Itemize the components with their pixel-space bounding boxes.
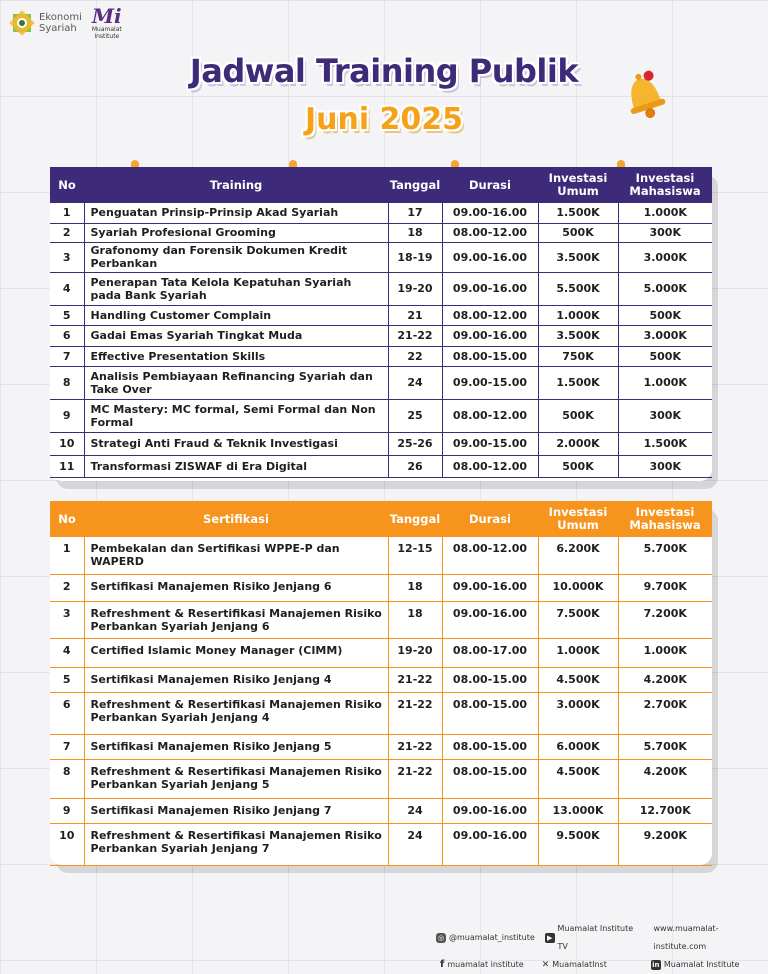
cell-investasi-umum: 1.500K xyxy=(538,203,618,223)
cell-tanggal: 24 xyxy=(388,823,442,865)
cell-no: 1 xyxy=(50,203,84,223)
cell-durasi: 09.00-16.00 xyxy=(442,574,538,601)
cell-title: Handling Customer Complain xyxy=(84,305,388,325)
table-row xyxy=(50,798,712,823)
col-header-investasi-umum: Investasi Umum xyxy=(538,501,618,537)
cell-title: MC Mastery: MC formal, Semi Formal dan Non Formal xyxy=(84,399,388,432)
cell-no: 11 xyxy=(50,455,84,477)
cell-durasi: 08.00-12.00 xyxy=(442,537,538,574)
cell-investasi-mahasiswa: 12.700K xyxy=(618,798,712,823)
cell-title: Sertifikasi Manajemen Risiko Jenjang 6 xyxy=(84,574,388,601)
facebook-icon: f xyxy=(440,956,444,974)
cell-no: 3 xyxy=(50,242,84,272)
cell-no: 8 xyxy=(50,759,84,798)
cell-no: 10 xyxy=(50,823,84,865)
cell-title: Refreshment & Resertifikasi Manajemen Risiko Perbankan Syariah Jenjang 5 xyxy=(84,759,388,798)
cell-no: 2 xyxy=(50,223,84,242)
cell-tanggal: 19-20 xyxy=(388,638,442,667)
cell-investasi-mahasiswa: 5.000K xyxy=(618,272,712,305)
col-header-investasi-mahasiswa: Investasi Mahasiswa xyxy=(618,501,712,537)
cell-investasi-umum: 13.000K xyxy=(538,798,618,823)
cell-title: Refreshment & Resertifikasi Manajemen Risiko Perbankan Syariah Jenjang 4 xyxy=(84,692,388,734)
cell-investasi-umum: 2.000K xyxy=(538,432,618,455)
cell-tanggal: 18 xyxy=(388,601,442,638)
cell-title: Grafonomy dan Forensik Dokumen Kredit Perbankan xyxy=(84,242,388,272)
footer-social-links xyxy=(436,920,768,974)
table-row xyxy=(50,638,712,667)
cell-investasi-mahasiswa: 300K xyxy=(618,223,712,242)
table-row xyxy=(50,366,712,399)
cell-title: Strategi Anti Fraud & Teknik Investigasi xyxy=(84,432,388,455)
table-row xyxy=(50,537,712,574)
cell-no: 10 xyxy=(50,432,84,455)
footer-instagram[interactable] xyxy=(436,929,535,947)
cell-tanggal: 21 xyxy=(388,305,442,325)
cell-investasi-umum: 500K xyxy=(538,223,618,242)
sertifikasi-table xyxy=(50,501,712,866)
cell-tanggal: 25-26 xyxy=(388,432,442,455)
cell-investasi-umum: 3.000K xyxy=(538,692,618,734)
cell-tanggal: 21-22 xyxy=(388,692,442,734)
cell-durasi: 09.00-16.00 xyxy=(442,823,538,865)
cell-no: 8 xyxy=(50,366,84,399)
cell-no: 1 xyxy=(50,537,84,574)
table-row xyxy=(50,325,712,346)
cell-investasi-umum: 1.000K xyxy=(538,638,618,667)
cell-tanggal: 17 xyxy=(388,203,442,223)
cell-investasi-umum: 1.500K xyxy=(538,366,618,399)
cell-title: Certified Islamic Money Manager (CIMM) xyxy=(84,638,388,667)
cell-investasi-umum: 750K xyxy=(538,346,618,366)
cell-durasi: 08.00-17.00 xyxy=(442,638,538,667)
muamalat-institute-logo xyxy=(92,6,122,40)
ekonomi-syariah-logo xyxy=(8,9,82,37)
cell-durasi: 09.00-15.00 xyxy=(442,432,538,455)
cell-investasi-mahasiswa: 3.000K xyxy=(618,325,712,346)
cell-investasi-mahasiswa: 2.700K xyxy=(618,692,712,734)
cell-title: Transformasi ZISWAF di Era Digital xyxy=(84,455,388,477)
cell-durasi: 08.00-12.00 xyxy=(442,399,538,432)
cell-tanggal: 18 xyxy=(388,574,442,601)
cell-investasi-umum: 4.500K xyxy=(538,667,618,692)
cell-durasi: 08.00-12.00 xyxy=(442,223,538,242)
cell-tanggal: 18-19 xyxy=(388,242,442,272)
table-row xyxy=(50,574,712,601)
col-header-no: No xyxy=(50,501,84,537)
cell-investasi-mahasiswa: 4.200K xyxy=(618,667,712,692)
linkedin-icon: in xyxy=(651,960,661,970)
cell-title: Sertifikasi Manajemen Risiko Jenjang 7 xyxy=(84,798,388,823)
footer-facebook[interactable] xyxy=(440,956,524,974)
table-row xyxy=(50,667,712,692)
youtube-channel: Muamalat Institute TV xyxy=(558,920,644,956)
cell-investasi-mahasiswa: 9.200K xyxy=(618,823,712,865)
cell-no: 6 xyxy=(50,692,84,734)
cell-tanggal: 24 xyxy=(388,366,442,399)
table-row xyxy=(50,759,712,798)
cell-durasi: 09.00-16.00 xyxy=(442,203,538,223)
bell-icon xyxy=(616,64,672,124)
cell-title: Refreshment & Resertifikasi Manajemen Risiko Perbankan Syariah Jenjang 6 xyxy=(84,601,388,638)
cell-tanggal: 12-15 xyxy=(388,537,442,574)
table-row xyxy=(50,399,712,432)
cell-durasi: 08.00-12.00 xyxy=(442,305,538,325)
cell-tanggal: 26 xyxy=(388,455,442,477)
footer-linkedin[interactable] xyxy=(651,956,740,974)
mi-logo-mark: Mi xyxy=(92,6,122,26)
table-row xyxy=(50,823,712,865)
cell-title: Refreshment & Resertifikasi Manajemen Risiko Perbankan Syariah Jenjang 7 xyxy=(84,823,388,865)
eco-line2: Syariah xyxy=(39,23,82,34)
cell-investasi-umum: 3.500K xyxy=(538,325,618,346)
col-header-durasi: Durasi xyxy=(442,167,538,203)
cell-investasi-mahasiswa: 1.000K xyxy=(618,203,712,223)
sertifikasi-table-card xyxy=(50,501,712,865)
cell-no: 3 xyxy=(50,601,84,638)
col-header-tanggal: Tanggal xyxy=(388,167,442,203)
col-header-training: Training xyxy=(84,167,388,203)
ekonomi-syariah-icon xyxy=(8,9,36,37)
cell-tanggal: 18 xyxy=(388,223,442,242)
cell-investasi-umum: 5.500K xyxy=(538,272,618,305)
cell-no: 5 xyxy=(50,667,84,692)
col-header-durasi: Durasi xyxy=(442,501,538,537)
cell-no: 4 xyxy=(50,638,84,667)
cell-investasi-mahasiswa: 9.700K xyxy=(618,574,712,601)
cell-investasi-umum: 6.000K xyxy=(538,734,618,759)
cell-no: 6 xyxy=(50,325,84,346)
cell-investasi-umum: 6.200K xyxy=(538,537,618,574)
cell-investasi-mahasiswa: 500K xyxy=(618,346,712,366)
mi-line1: Muamalat xyxy=(92,26,122,33)
cell-title: Effective Presentation Skills xyxy=(84,346,388,366)
mi-line2: Institute xyxy=(94,33,119,40)
cell-durasi: 08.00-15.00 xyxy=(442,346,538,366)
instagram-icon: ◎ xyxy=(436,933,446,943)
cell-durasi: 09.00-16.00 xyxy=(442,242,538,272)
eco-line1: Ekonomi xyxy=(39,12,82,23)
cell-investasi-umum: 4.500K xyxy=(538,759,618,798)
cell-tanggal: 24 xyxy=(388,798,442,823)
cell-investasi-mahasiswa: 1.000K xyxy=(618,638,712,667)
cell-investasi-mahasiswa: 300K xyxy=(618,399,712,432)
cell-no: 7 xyxy=(50,734,84,759)
cell-tanggal: 21-22 xyxy=(388,325,442,346)
col-header-investasi-mahasiswa: Investasi Mahasiswa xyxy=(618,167,712,203)
table-row xyxy=(50,346,712,366)
cell-tanggal: 22 xyxy=(388,346,442,366)
footer-x[interactable] xyxy=(542,956,607,974)
training-table xyxy=(50,167,712,478)
table-row xyxy=(50,734,712,759)
cell-no: 4 xyxy=(50,272,84,305)
youtube-icon: ▶ xyxy=(545,933,555,943)
x-icon: ✕ xyxy=(542,956,550,974)
cell-title: Penerapan Tata Kelola Kepatuhan Syariah pada Bank Syariah xyxy=(84,272,388,305)
table-row xyxy=(50,455,712,477)
table-row xyxy=(50,305,712,325)
cell-tanggal: 19-20 xyxy=(388,272,442,305)
cell-tanggal: 21-22 xyxy=(388,734,442,759)
cell-no: 7 xyxy=(50,346,84,366)
cell-tanggal: 21-22 xyxy=(388,667,442,692)
col-header-investasi-umum: Investasi Umum xyxy=(538,167,618,203)
cell-investasi-mahasiswa: 1.000K xyxy=(618,366,712,399)
cell-durasi: 09.00-15.00 xyxy=(442,366,538,399)
cell-investasi-mahasiswa: 1.500K xyxy=(618,432,712,455)
table-row xyxy=(50,223,712,242)
cell-no: 5 xyxy=(50,305,84,325)
cell-investasi-mahasiswa: 500K xyxy=(618,305,712,325)
cell-durasi: 09.00-16.00 xyxy=(442,601,538,638)
table-row xyxy=(50,601,712,638)
table-row xyxy=(50,242,712,272)
cell-title: Syariah Profesional Grooming xyxy=(84,223,388,242)
cell-investasi-umum: 10.000K xyxy=(538,574,618,601)
cell-no: 9 xyxy=(50,399,84,432)
cell-durasi: 08.00-12.00 xyxy=(442,455,538,477)
page-title: Jadwal Training Publik xyxy=(0,52,768,90)
cell-no: 9 xyxy=(50,798,84,823)
cell-investasi-mahasiswa: 300K xyxy=(618,455,712,477)
col-header-tanggal: Tanggal xyxy=(388,501,442,537)
cell-durasi: 09.00-16.00 xyxy=(442,798,538,823)
cell-tanggal: 21-22 xyxy=(388,759,442,798)
cell-investasi-mahasiswa: 5.700K xyxy=(618,537,712,574)
cell-investasi-umum: 7.500K xyxy=(538,601,618,638)
facebook-handle: muamalat institute xyxy=(447,956,523,974)
cell-title: Gadai Emas Syariah Tingkat Muda xyxy=(84,325,388,346)
table-row xyxy=(50,692,712,734)
cell-durasi: 09.00-16.00 xyxy=(442,325,538,346)
cell-durasi: 09.00-16.00 xyxy=(442,272,538,305)
footer-youtube[interactable] xyxy=(545,920,644,956)
cell-investasi-umum: 1.000K xyxy=(538,305,618,325)
cell-investasi-umum: 3.500K xyxy=(538,242,618,272)
cell-investasi-mahasiswa: 7.200K xyxy=(618,601,712,638)
cell-durasi: 08.00-15.00 xyxy=(442,734,538,759)
cell-title: Penguatan Prinsip-Prinsip Akad Syariah xyxy=(84,203,388,223)
header-logos xyxy=(8,6,122,40)
linkedin-handle: Muamalat Institute xyxy=(664,956,740,974)
website-url: www.muamalat-institute.com xyxy=(654,920,768,956)
cell-no: 2 xyxy=(50,574,84,601)
cell-investasi-mahasiswa: 4.200K xyxy=(618,759,712,798)
cell-investasi-mahasiswa: 3.000K xyxy=(618,242,712,272)
x-handle: MuamalatInst xyxy=(552,956,607,974)
col-header-no: No xyxy=(50,167,84,203)
cell-tanggal: 25 xyxy=(388,399,442,432)
footer-website[interactable] xyxy=(654,920,768,956)
cell-title: Pembekalan dan Sertifikasi WPPE-P dan WAPERD xyxy=(84,537,388,574)
table-row xyxy=(50,432,712,455)
instagram-handle: @muamalat_institute xyxy=(449,929,535,947)
training-table-card xyxy=(50,167,712,481)
cell-title: Sertifikasi Manajemen Risiko Jenjang 4 xyxy=(84,667,388,692)
training-header-row xyxy=(50,167,712,203)
table-row xyxy=(50,272,712,305)
sertifikasi-header-row xyxy=(50,501,712,537)
cell-investasi-umum: 500K xyxy=(538,455,618,477)
cell-durasi: 08.00-15.00 xyxy=(442,759,538,798)
table-row xyxy=(50,203,712,223)
cell-durasi: 08.00-15.00 xyxy=(442,692,538,734)
cell-durasi: 08.00-15.00 xyxy=(442,667,538,692)
cell-investasi-umum: 500K xyxy=(538,399,618,432)
cell-title: Sertifikasi Manajemen Risiko Jenjang 5 xyxy=(84,734,388,759)
col-header-sertifikasi: Sertifikasi xyxy=(84,501,388,537)
cell-title: Analisis Pembiayaan Refinancing Syariah dan Take Over xyxy=(84,366,388,399)
cell-investasi-mahasiswa: 5.700K xyxy=(618,734,712,759)
page-subtitle: Juni 2025 xyxy=(0,102,768,137)
cell-investasi-umum: 9.500K xyxy=(538,823,618,865)
